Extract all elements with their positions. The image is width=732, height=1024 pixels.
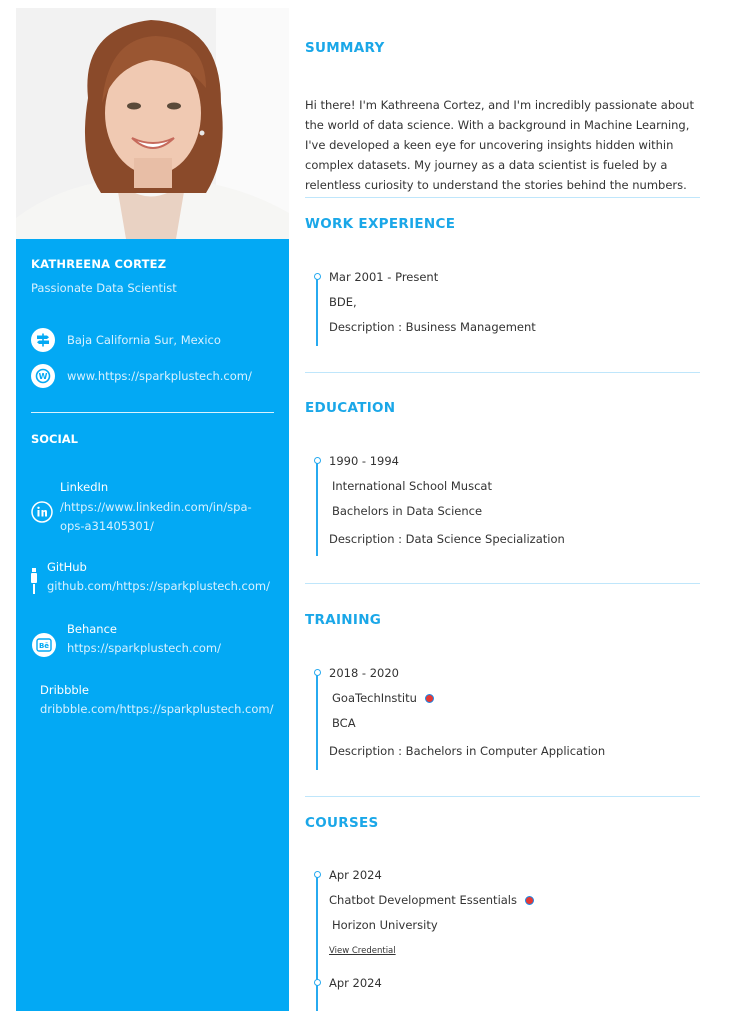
website-link[interactable]: www.https://sparkplustech.com/ [67,369,252,383]
summary-line: relentless curiosity to understand the stories behind the numbers. [305,178,687,192]
summary-line: the world of data science. With a background in Machine Learning, [305,118,690,132]
section-divider [305,372,700,373]
github-title: GitHub [47,560,87,574]
web-globe-icon [31,364,55,388]
training-timeline-line [316,674,318,770]
course-title-row [329,893,534,907]
education-heading: EDUCATION [305,400,396,416]
social-github[interactable] [47,560,270,596]
social-heading: SOCIAL [31,432,79,446]
behance-url[interactable]: https://sparkplustech.com/ [67,641,222,655]
work-company: BDE, [329,295,357,309]
course-provider: Horizon University [332,918,438,932]
linkedin-icon [31,501,53,527]
sidebar [16,8,289,1011]
summary-line: complex datasets. My journey as a data scientist is fueled by a [305,158,668,172]
section-divider [305,796,700,797]
social-dribbble[interactable] [40,683,274,719]
location-row [31,328,221,352]
courses-timeline-dot [314,979,321,986]
section-divider [305,583,700,584]
github-url[interactable]: github.com/https://sparkplustech.com/ [47,579,270,593]
signpost-icon [31,328,55,352]
linkedin-title: LinkedIn [60,480,109,494]
course-title: Chatbot Development Essentials [329,893,517,907]
training-date: 2018 - 2020 [329,666,399,680]
profile-photo [16,8,289,239]
svg-text:Bē: Bē [38,642,50,650]
candidate-name: KATHREENA CORTEZ [31,257,167,271]
website-row[interactable] [31,364,252,388]
training-degree: BCA [332,716,356,730]
verified-badge-icon [525,896,534,905]
behance-title: Behance [67,622,117,636]
github-icon [29,568,39,600]
summary-heading: SUMMARY [305,40,385,56]
training-description: Description : Bachelors in Computer Application [329,744,606,758]
education-date: 1990 - 1994 [329,454,399,468]
course-date: Apr 2024 [329,976,382,990]
social-linkedin[interactable] [60,480,252,536]
education-timeline-line [316,462,318,556]
courses-timeline-line [316,876,318,1011]
behance-icon [31,632,57,662]
work-timeline-dot [314,273,321,280]
education-degree: Bachelors in Data Science [332,504,483,518]
courses-heading: COURSES [305,815,379,831]
dribbble-title: Dribbble [40,683,89,697]
sidebar-divider [31,412,274,413]
candidate-role: Passionate Data Scientist [31,281,177,295]
linkedin-url-line2[interactable]: ops-a31405301/ [60,519,154,533]
svg-text:W: W [38,372,48,381]
summary-line: Hi there! I'm Kathreena Cortez, and I'm incredibly passionate about [305,98,694,112]
social-behance[interactable] [67,622,221,658]
verified-badge-icon [425,694,434,703]
courses-timeline-dot [314,871,321,878]
dribbble-url[interactable]: dribbble.com/https://sparkplustech.com/ [40,702,274,716]
summary-line: I've developed a keen eye for uncovering insights hidden within [305,138,674,152]
course-date: Apr 2024 [329,868,382,882]
training-institute: GoaTechInstitu [332,691,417,705]
work-description: Description : Business Management [329,320,536,334]
section-divider [305,197,700,198]
training-heading: TRAINING [305,612,382,628]
view-credential-link[interactable]: View Credential [329,946,396,956]
education-timeline-dot [314,457,321,464]
education-school: International School Muscat [332,479,492,493]
linkedin-url-line1[interactable]: /https://www.linkedin.com/in/spa- [60,500,252,514]
summary-text [305,95,700,195]
education-description: Description : Data Science Specialization [329,532,565,546]
work-heading: WORK EXPERIENCE [305,216,456,232]
training-timeline-dot [314,669,321,676]
training-institute-row [332,691,434,705]
work-date: Mar 2001 - Present [329,270,439,284]
location-text: Baja California Sur, Mexico [67,333,221,347]
work-timeline-line [316,278,318,346]
